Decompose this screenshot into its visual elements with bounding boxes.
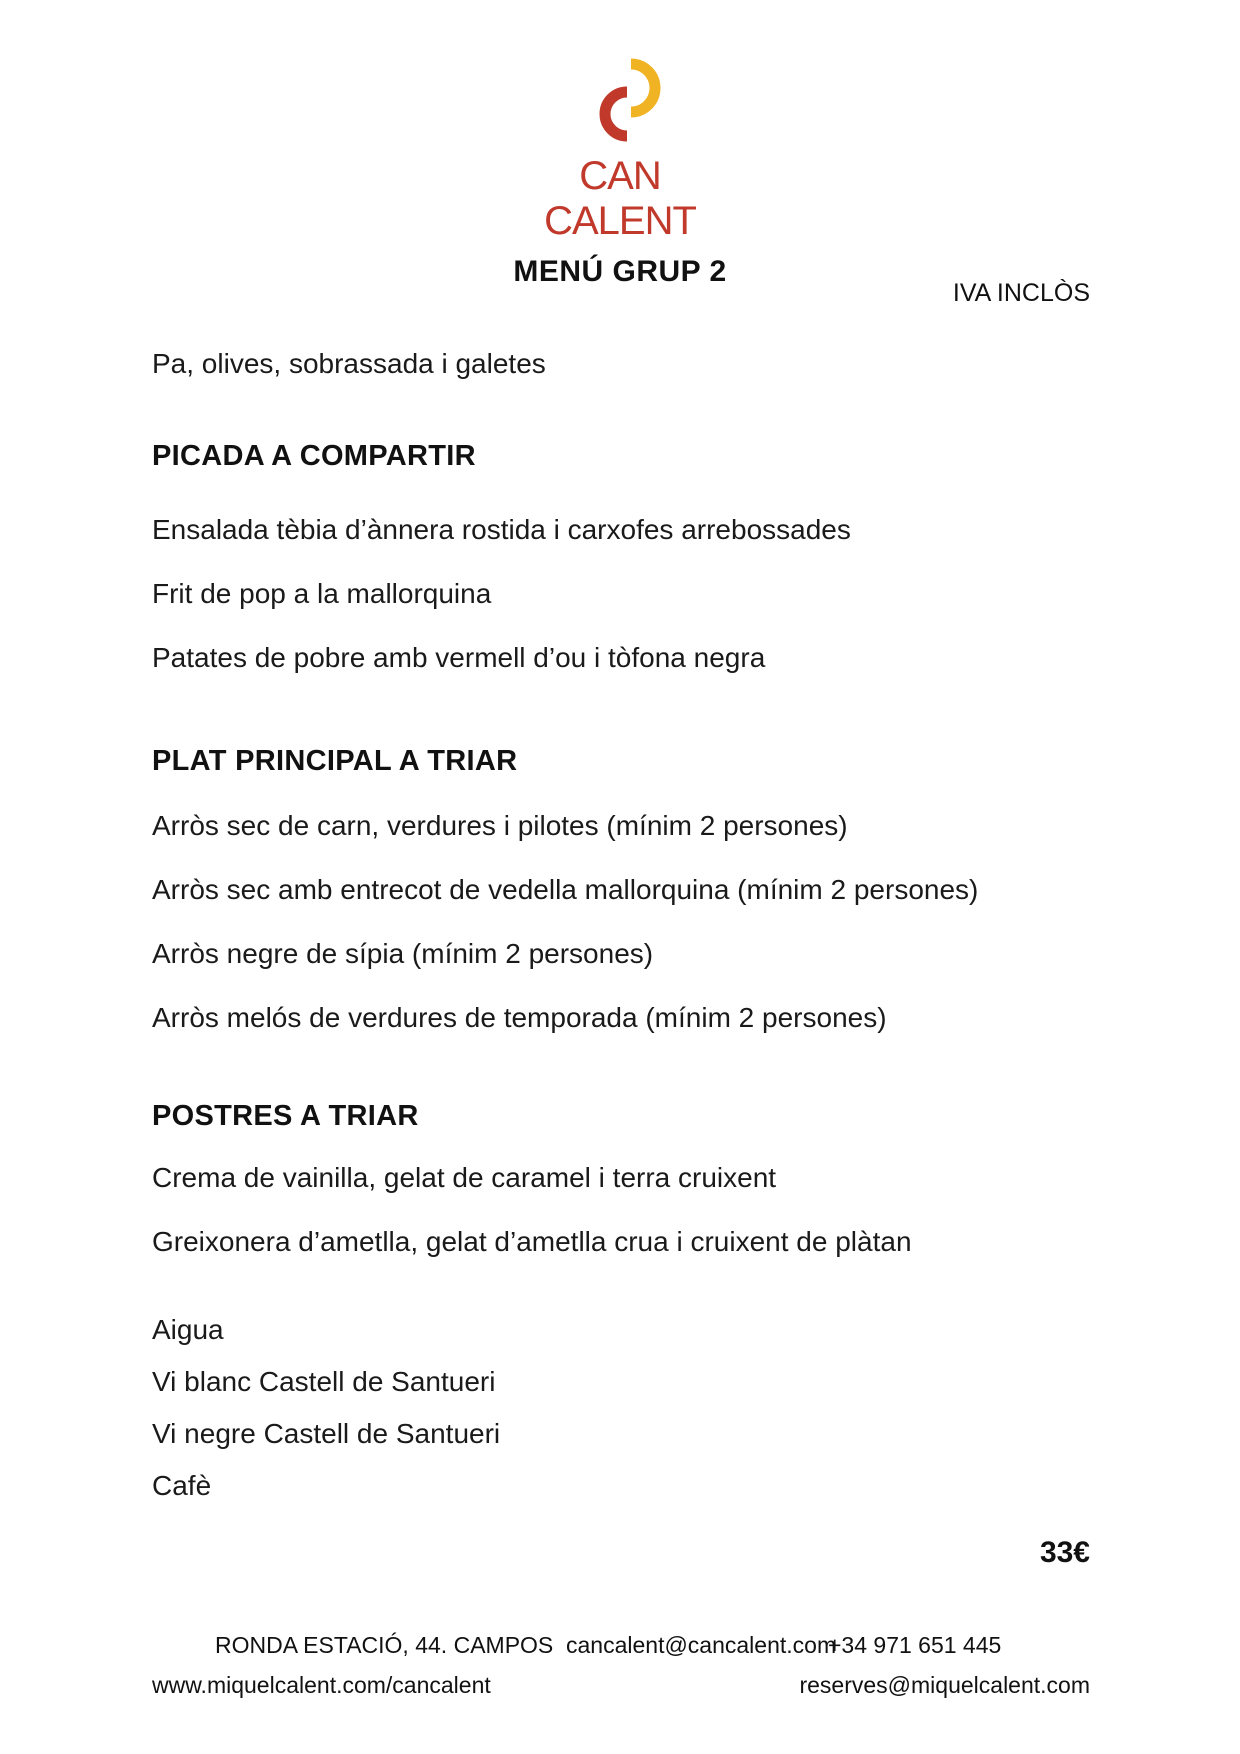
brand-name: CAN CALENT xyxy=(544,154,696,243)
drink-item: Cafè xyxy=(152,1470,212,1501)
menu-item: Patates de pobre amb vermell d’ou i tòfona negra xyxy=(152,642,766,673)
logo xyxy=(505,56,735,243)
menu-item: Arròs sec de carn, verdures i pilotes (mínim 2 persones) xyxy=(152,810,848,841)
footer-reservations-link[interactable]: reserves@miquelcalent.com xyxy=(799,1672,1090,1698)
footer-email-link[interactable]: cancalent@cancalent.com xyxy=(566,1632,837,1658)
menu-item: Ensalada tèbia d’ànnera rostida i carxofes arrebossades xyxy=(152,514,851,545)
footer-website-link[interactable]: www.miquelcalent.com/cancalent xyxy=(152,1672,491,1698)
section-heading: POSTRES A TRIAR xyxy=(152,1100,419,1132)
tax-note: IVA INCLÒS xyxy=(952,279,1090,307)
drink-item: Aigua xyxy=(152,1314,224,1345)
drink-item: Vi blanc Castell de Santueri xyxy=(152,1366,496,1397)
menu-item: Frit de pop a la mallorquina xyxy=(152,578,492,609)
menu-item: Arròs melós de verdures de temporada (mínim 2 persones) xyxy=(152,1002,887,1033)
price: 33€ xyxy=(1039,1536,1090,1569)
menu-item: Crema de vainilla, gelat de caramel i terra cruixent xyxy=(152,1162,777,1193)
drink-item: Vi negre Castell de Santueri xyxy=(152,1418,501,1449)
menu-title: MENÚ GRUP 2 xyxy=(513,255,727,288)
menu-item: Greixonera d’ametlla, gelat d’ametlla crua i cruixent de plàtan xyxy=(152,1226,912,1257)
footer-address: RONDA ESTACIÓ, 44. CAMPOS xyxy=(215,1632,554,1658)
menu-item: Arròs negre de sípia (mínim 2 persones) xyxy=(152,938,654,969)
starter: Pa, olives, sobrassada i galetes xyxy=(152,348,546,379)
footer-phone: +34 971 651 445 xyxy=(828,1632,1002,1658)
section-heading: PLAT PRINCIPAL A TRIAR xyxy=(152,745,518,777)
section-heading: PICADA A COMPARTIR xyxy=(152,440,476,472)
menu-item: Arròs sec amb entrecot de vedella mallorquina (mínim 2 persones) xyxy=(152,874,979,905)
logo-mark-icon xyxy=(593,56,661,146)
